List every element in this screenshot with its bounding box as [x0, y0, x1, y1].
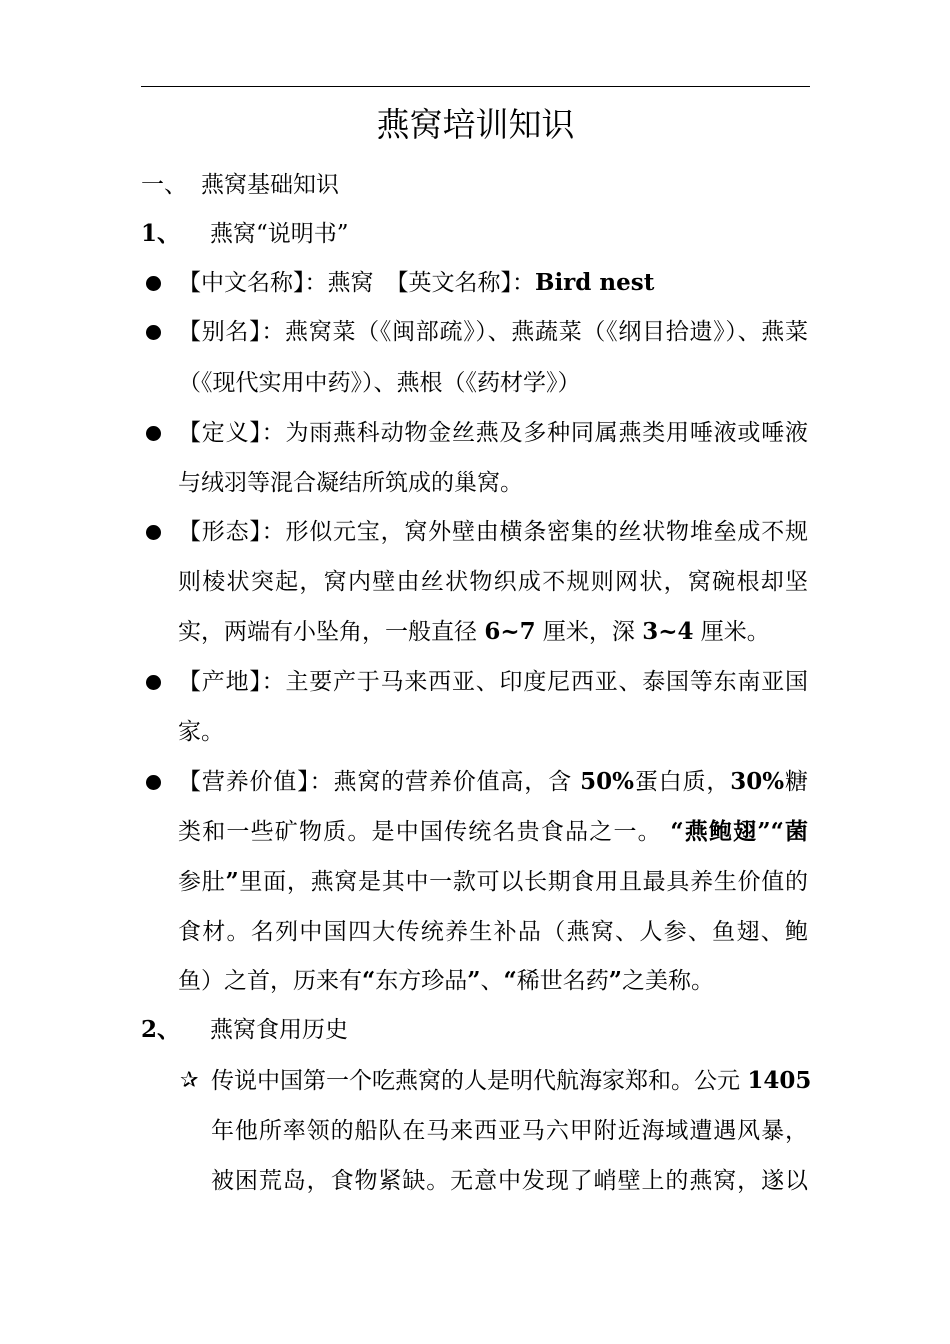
- subsection-marker: 1、: [141, 220, 181, 247]
- bullet-icon: [146, 775, 161, 790]
- nutrition-text: 糖: [784, 769, 809, 795]
- origin-text: ：主要产于马来西亚、印度尼西亚、泰国等东南亚国: [261, 669, 809, 695]
- section-title: 燕窝基础知识: [201, 172, 339, 198]
- bullet-icon: [146, 325, 161, 340]
- nutrition-text: 里面，燕窝是其中一款可以长期食用且最具养生价值的: [238, 869, 809, 895]
- subsection-heading-1: [141, 219, 349, 249]
- item-origin-line-1: [178, 667, 808, 697]
- cn-name-value: ：燕窝: [304, 270, 374, 296]
- subsection-title: 燕窝食用历史: [210, 1017, 349, 1043]
- nutrition-text: 、: [480, 968, 504, 994]
- alias-text: ：燕窝菜（《闽部疏》）、燕蔬菜（《纲目拾遗》）、燕菜: [261, 319, 809, 345]
- definition-label: 【定义】: [178, 420, 262, 446]
- item-alias-line-1: [178, 317, 808, 347]
- sugar-value: 30%: [730, 768, 785, 795]
- item-definition-line-2: 与绒羽等混合凝结所筑成的巢窝。: [178, 470, 523, 496]
- nutrition-text: 稀世名药: [516, 968, 609, 994]
- item-origin-line-2: 家。: [178, 719, 224, 745]
- item-nutrition-line-5: [178, 966, 714, 996]
- item-shape-line-1: [178, 517, 808, 547]
- en-name-label: 【英文名称】: [385, 270, 512, 296]
- quote-mark: “: [362, 967, 376, 994]
- alias-label: 【别名】: [178, 319, 262, 345]
- nutrition-text: 参肚: [178, 869, 226, 895]
- header-rule: [141, 86, 810, 87]
- year-value: 1405: [747, 1067, 812, 1094]
- history-line-1: [211, 1066, 812, 1096]
- en-name-colon: ：: [512, 270, 535, 296]
- nutrition-text: 之美称。: [621, 968, 714, 994]
- subsection-heading-2: [141, 1015, 348, 1045]
- shape-label: 【形态】: [178, 519, 262, 545]
- subsection-marker: 2、: [141, 1016, 181, 1043]
- nutrition-text: 鱼）之首，历来有: [178, 968, 362, 994]
- quote-mark: “: [503, 967, 517, 994]
- bullet-icon: [146, 675, 161, 690]
- item-alias-line-2: （《现代实用中药》）、燕根（《药材学》）: [178, 370, 581, 396]
- item-shape-line-2: 则棱状突起，窝内壁由丝状物织成不规则网状，窝碗根却坚: [178, 569, 808, 595]
- nutrition-quote: “燕鲍翅”“菌: [670, 818, 808, 845]
- shape-text: 实，两端有小坠角，一般直径: [178, 619, 485, 645]
- nutrition-text: ：燕窝的营养价值高，含: [309, 769, 581, 795]
- bullet-icon: [146, 426, 161, 441]
- nutrition-text: 类和一些矿物质。是中国传统名贵食品之一。: [178, 819, 671, 845]
- nutrition-text: 蛋白质，: [634, 769, 731, 795]
- item-nutrition-line-4: 食材。名列中国四大传统养生补品（燕窝、人参、鱼翅、鲍: [178, 919, 808, 945]
- history-text: 传说中国第一个吃燕窝的人是明代航海家郑和。公元: [211, 1068, 748, 1094]
- item-nutrition-line-2: [178, 817, 808, 847]
- origin-label: 【产地】: [178, 669, 262, 695]
- item-definition-line-1: [178, 418, 808, 448]
- section-heading-1: [141, 170, 339, 200]
- en-name-value: Bird nest: [535, 269, 655, 296]
- shape-text: 厘米，深: [535, 619, 643, 645]
- diameter-value: 6~7: [484, 618, 536, 645]
- subsection-title: 燕窝“说明书”: [210, 221, 349, 247]
- protein-value: 50%: [580, 768, 635, 795]
- quote-mark: ”: [467, 967, 481, 994]
- star-icon: ✰: [180, 1068, 199, 1093]
- item-nutrition-line-1: [178, 767, 808, 797]
- nutrition-label: 【营养价值】: [178, 769, 310, 795]
- cn-name-label: 【中文名称】: [178, 270, 305, 296]
- history-line-3: 被困荒岛，食物紧缺。无意中发现了峭壁上的燕窝，遂以: [211, 1168, 808, 1194]
- section-marker: 一、: [141, 172, 187, 198]
- quote-mark: ”: [225, 868, 239, 895]
- item-names: [178, 268, 654, 298]
- shape-text: ：形似元宝，窝外壁由横条密集的丝状物堆垒成不规: [261, 519, 809, 545]
- history-line-2: 年他所率领的船队在马来西亚马六甲附近海域遭遇风暴，: [211, 1118, 808, 1144]
- quote-mark: ”: [608, 967, 622, 994]
- page-title: 燕窝培训知识: [376, 105, 575, 144]
- item-nutrition-line-3: [178, 867, 808, 897]
- definition-text: ：为雨燕科动物金丝燕及多种同属燕类用唾液或唾液: [261, 420, 809, 446]
- bullet-icon: [146, 525, 161, 540]
- nutrition-text: 东方珍品: [375, 968, 468, 994]
- bullet-icon: [146, 276, 161, 291]
- item-shape-line-3: [178, 617, 770, 647]
- depth-value: 3~4: [642, 618, 694, 645]
- shape-text: 厘米。: [693, 619, 770, 645]
